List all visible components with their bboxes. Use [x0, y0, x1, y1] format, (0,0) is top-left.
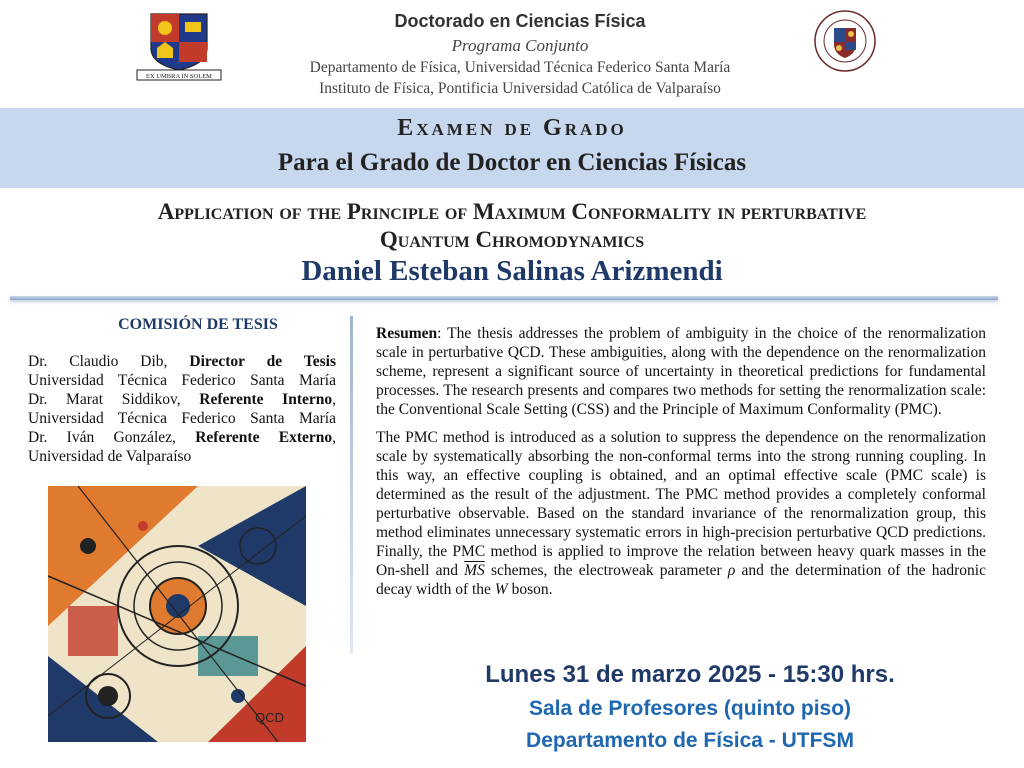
rho-symbol: ρ: [727, 562, 736, 579]
department-line-2: Instituto de Física, Pontificia Universidad Católica de Valparaíso: [319, 80, 721, 97]
event-room: Sala de Profesores (quinto piso): [528, 697, 852, 720]
ms-bar-symbol: $\overline{MS}$: [464, 562, 485, 579]
commission-member-2: Dr. Marat Siddikov, Referente Interno,: [28, 391, 336, 408]
abstract: [376, 324, 986, 608]
author-name: Daniel Esteban Salinas Arizmendi: [301, 255, 723, 287]
abstract-paragraph-1: Resumen: The thesis addresses the problem of ambiguity in the choice of the renormalization scale in perturbative QCD. These ambiguities, along with the dependence on the renormalization scheme, represent a significant source of uncertainty in theoretical predictions for fundamental processes. The research presents and compares two methods for setting the renormalization scale: the Conventional Scale Setting (CSS) and the Principle of Maximum Conformality (PMC).: [376, 325, 986, 418]
event-date-time: Lunes 31 de marzo 2025 - 15:30 hrs.: [485, 661, 895, 688]
thesis-title: [10, 198, 1014, 254]
thesis-title-line-1: Application of the Principle of Maximum Conformality in perturbative: [157, 199, 867, 224]
banner-subtitle: Para el Grado de Doctor en Ciencias Físicas: [277, 149, 747, 176]
commission-affiliation-2: Universidad Técnica Federico Santa María: [28, 410, 336, 427]
abstract-paragraph-2: The PMC method is introduced as a solution to suppress the dependence on the renormalization scale by systematically absorbing the non-conformal terms into the strong running coupling. In this way, an effective coupling is obtained, and an optimal effective scale (PMC scale) is determined as the result of the adjustment. The PMC method provides a completely conformal perturbative observable. Based on the standard invariance of the renormalization group, this method eliminates unnecessary systematic errors in high-precision perturbative QCD predictions. Finally, the PMC method is applied to improve the relation between heavy quark masses in the On-shell and $\overline{MS}$ schemes, the electroweak parameter ρ and the determination of the hadronic decay width of the W boson.: [376, 429, 986, 598]
commission-list: [28, 352, 336, 466]
commission-member-3: Dr. Iván González, Referente Externo,: [28, 429, 337, 446]
commission-title: COMISIÓN DE TESIS: [118, 316, 278, 333]
department-line-1: Departamento de Física, Universidad Técnica Federico Santa María: [309, 59, 731, 76]
section-divider: [10, 296, 998, 300]
artwork-label: QCD: [255, 710, 284, 725]
column-divider: [350, 316, 353, 654]
program-subtitle: Programa Conjunto: [451, 36, 589, 55]
commission-member-1: Dr. Claudio Dib, Director de Tesis: [28, 353, 336, 370]
pucv-seal-logo: [812, 6, 878, 76]
program-title: Doctorado en Ciencias Física: [394, 11, 646, 31]
abstract-label: Resumen: [376, 325, 438, 342]
event-department: Departamento de Física - UTFSM: [526, 729, 854, 752]
w-boson-symbol: W: [494, 581, 508, 598]
qcd-abstract-artwork: [48, 486, 306, 742]
thesis-title-line-2: Quantum Chromodynamics: [379, 227, 645, 252]
banner-title: Examen de Grado: [397, 115, 627, 141]
commission-affiliation-1: Universidad Técnica Federico Santa María: [28, 372, 336, 389]
commission-affiliation-3: Universidad de Valparaíso: [28, 448, 192, 465]
logo-motto: EX UMBRA IN SOLEM: [146, 73, 212, 80]
utfsm-logo: [133, 12, 225, 82]
